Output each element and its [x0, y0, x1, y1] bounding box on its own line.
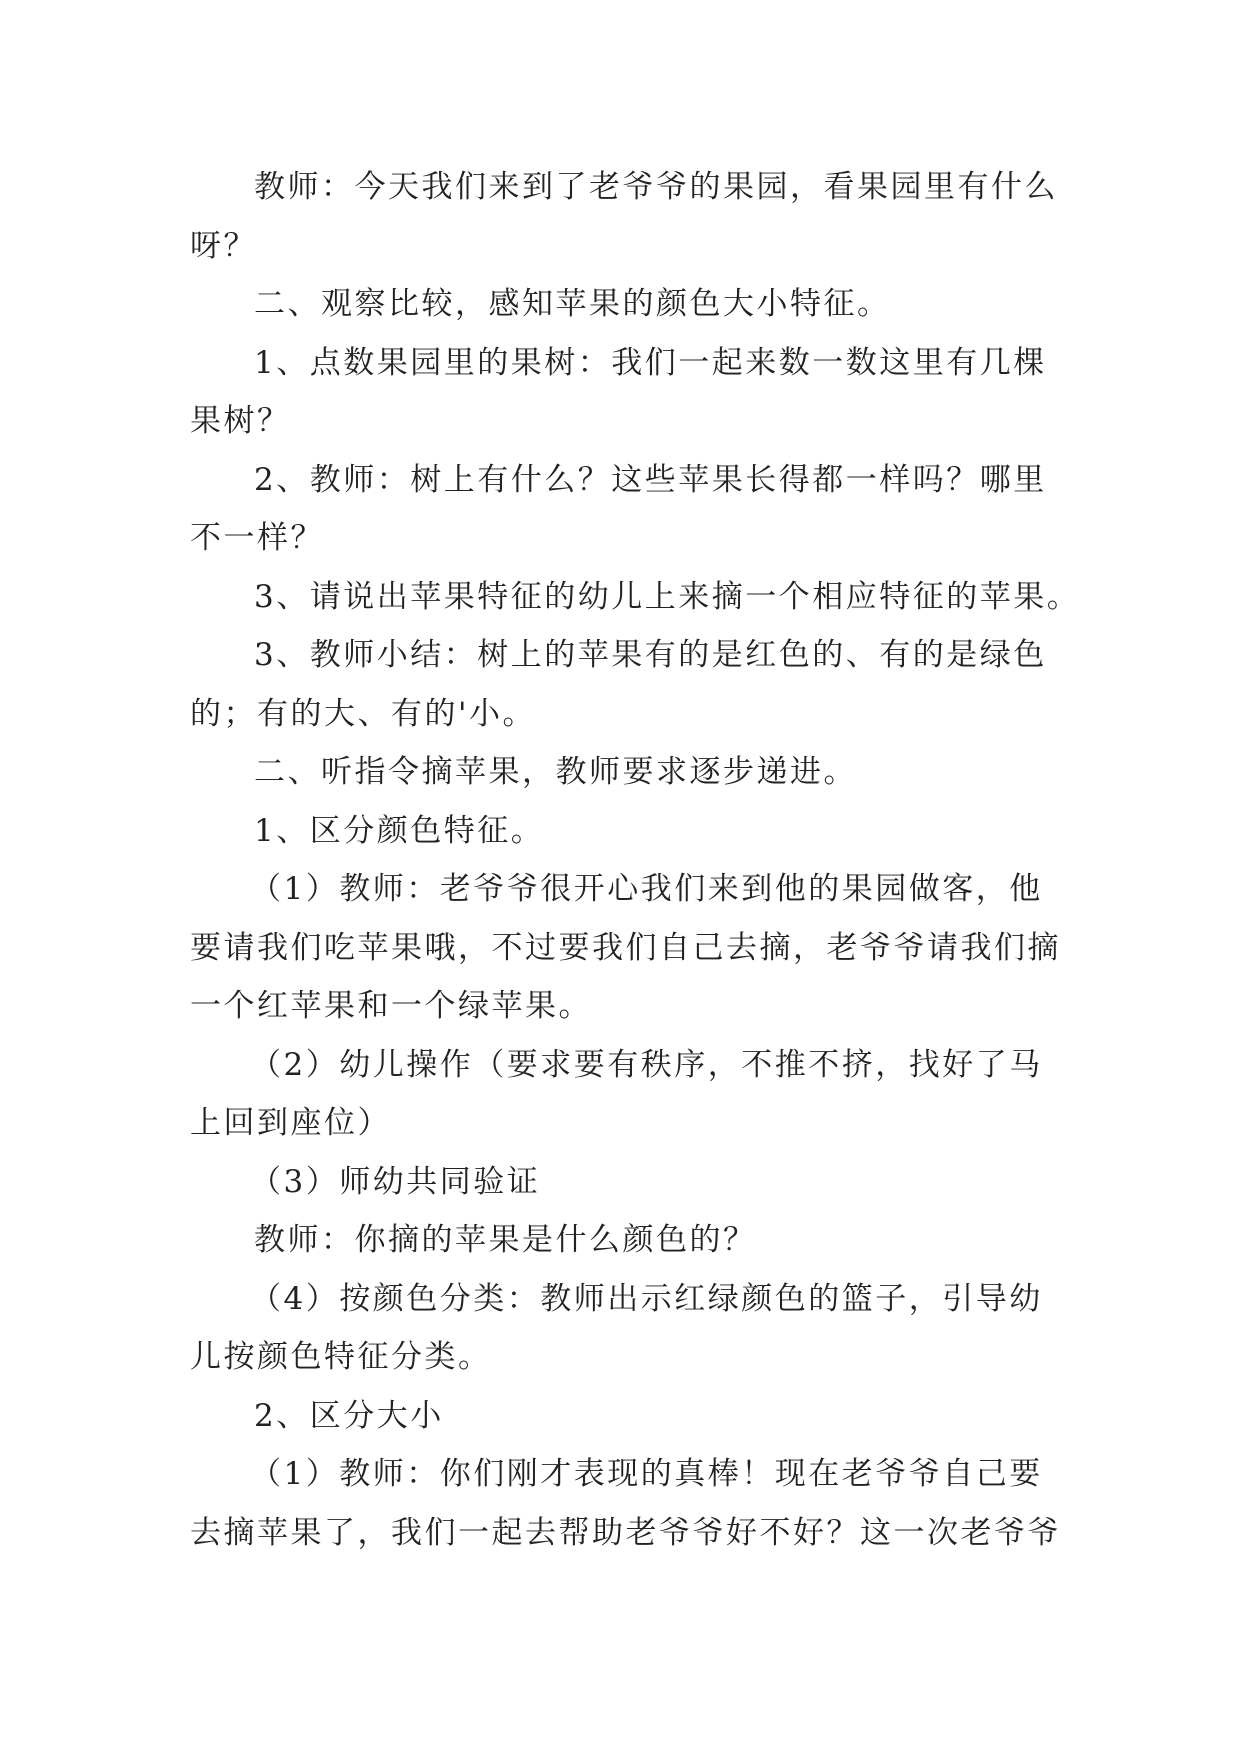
paragraph-line: 2、教师：树上有什么？这些苹果长得都一样吗？哪里: [254, 461, 1047, 498]
section-heading: 二、观察比较，感知苹果的颜色大小特征。: [254, 286, 891, 322]
document-body: [190, 158, 1081, 1562]
paragraph-line: （1）教师：老爷爷很开心我们来到他的果园做客，他: [250, 871, 1043, 907]
paragraph-line: （2）幼儿操作（要求要有秩序，不推不挤，找好了马: [250, 1046, 1043, 1083]
paragraph-line: 上回到座位）: [190, 1105, 391, 1141]
section-heading: 二、听指令摘苹果，教师要求逐步递进。: [254, 754, 857, 790]
paragraph-line: 教师：今天我们来到了老爷爷的果园，看果园里有什么: [254, 169, 1058, 205]
paragraph-line: 要请我们吃苹果哦，不过要我们自己去摘，老爷爷请我们摘: [190, 929, 1061, 966]
paragraph-line: 去摘苹果了，我们一起去帮助老爷爷好不好？这一次老爷爷: [190, 1514, 1061, 1551]
paragraph-line: （3）师幼共同验证: [250, 1163, 541, 1200]
paragraph-line: 3、请说出苹果特征的幼儿上来摘一个相应特征的苹果。: [254, 578, 1081, 615]
paragraph-line: 呀？: [190, 227, 257, 264]
paragraph-line: （4）按颜色分类：教师出示红绿颜色的篮子，引导幼: [250, 1280, 1043, 1317]
paragraph-line: 的；有的大、有的'小。: [190, 695, 537, 732]
paragraph-line: 1、点数果园里的果树：我们一起来数一数这里有几棵: [254, 344, 1047, 381]
paragraph-line: 果树？: [190, 403, 291, 439]
paragraph-line: 儿按颜色特征分类。: [190, 1339, 492, 1375]
paragraph-line: 3、教师小结：树上的苹果有的是红色的、有的是绿色: [254, 637, 1047, 673]
paragraph-line: 教师：你摘的苹果是什么颜色的？: [254, 1222, 757, 1258]
paragraph-line: （1）教师：你们刚才表现的真棒！现在老爷爷自己要: [250, 1456, 1043, 1492]
paragraph-line: 不一样？: [190, 520, 324, 556]
paragraph-line: 2、区分大小: [254, 1397, 444, 1434]
paragraph-line: 1、区分颜色特征。: [254, 812, 545, 849]
paragraph-line: 一个红苹果和一个绿苹果。: [190, 988, 592, 1024]
